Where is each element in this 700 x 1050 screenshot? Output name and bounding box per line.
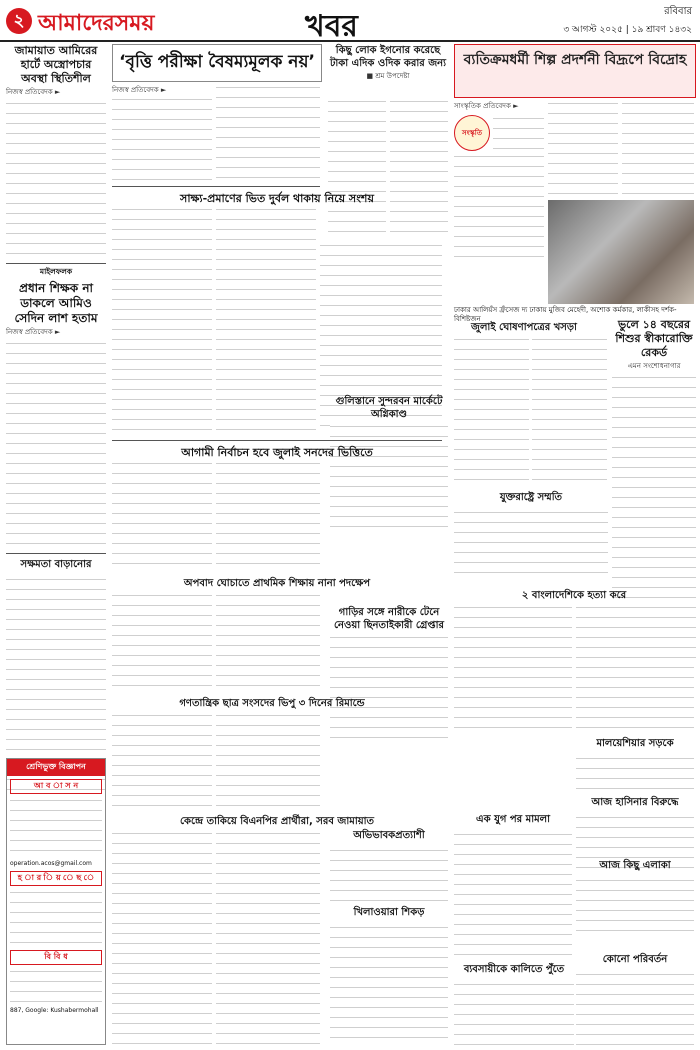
left-column	[6, 44, 106, 791]
headline-malaysia: মালয়েশিয়ার সড়কে	[596, 738, 674, 749]
byline-child-record: এমন সংশোধনাগার	[627, 362, 681, 370]
subhead-maitrey: মাইলফলক	[39, 267, 73, 276]
exhibition-photo	[548, 200, 694, 304]
headline-election: আগামী নির্বাচন হবে জুলাই সনদের ভিত্তিতে	[181, 446, 373, 459]
culture-badge-icon: সংস্কৃতি	[454, 115, 490, 151]
classified-section-housing: আ ব া স ন	[10, 779, 102, 794]
headline-hasina: আজ হাসিনার বিরুদ্ধে	[591, 797, 679, 808]
headline-one-era: এক যুগ পর মামলা	[475, 814, 550, 825]
classified-text-3	[10, 968, 102, 1006]
headline-exchange: সক্ষমতা বাড়ানোর	[20, 559, 92, 570]
body-education	[6, 340, 106, 550]
classified-text-2	[10, 889, 102, 947]
newspaper-logo: আমাদেরসময়	[38, 11, 155, 36]
headline-education: প্রধান শিক্ষক না ডাকলে আমিও সেদিন লাশ হতাম	[14, 281, 98, 325]
headline-player: খিলাওয়ারা শিকড়	[353, 907, 425, 918]
story-primary-education	[112, 576, 442, 593]
byline-education: নিজস্ব প্রতিবেদক ►	[6, 328, 61, 336]
story-car-snatch	[330, 606, 448, 744]
headline-two-bangladeshi: ২ বাংলাদেশিকে হত্যা করে	[521, 590, 627, 601]
art-col1	[454, 100, 544, 265]
headline-car-snatch: গাড়ির সঙ্গে নারীকে টেনে নেওয়া ছিনতাইকারী গ্রেপ্তার	[333, 607, 445, 631]
story-student-union	[112, 696, 432, 713]
headline-july-draft: জুলাই ঘোষণাপত্রের খসড়া	[471, 322, 577, 333]
headline-income-tax: কিছু লোক ইগনোর করেছে টাকা এদিক ওদিক করার জন্য	[329, 45, 447, 69]
headline-scholarship: ‘বৃত্তি পরীক্ষা বৈষম্যমূলক নয়’	[119, 52, 315, 72]
classified-section-lost: হ া র ি য় ে ছ ে	[10, 871, 102, 886]
headline-evidence: সাক্ষ্য-প্রমাণের ভিত দুর্বল থাকায় নিয়ে সংশয়	[180, 192, 374, 205]
classified-section-misc: বি বি ধ	[10, 950, 102, 965]
lead-headline-box	[112, 44, 322, 82]
headline-sundarban: গুলিস্তানে সুন্দরবন মার্কেটে অগ্নিকাণ্ড	[335, 396, 443, 420]
headline-student-union: গণতান্ত্রিক ছাত্র সংসদের ভিপু ৩ দিনের রিমান্ডে	[179, 698, 365, 709]
story-sundarban	[330, 395, 448, 531]
byline-income-tax: ■ শ্রম উপদেষ্টা	[366, 72, 410, 80]
body-jamaat	[6, 100, 106, 260]
section-title: খবর	[305, 9, 358, 44]
headline-center: কেন্দ্রে তাকিয়ে বিএনপির প্রার্থীরা, সরব জামায়াত	[179, 816, 375, 827]
story-income-tax	[328, 44, 448, 82]
exhibition-photo-caption: ঢাকার আলিয়ঁস ফ্রঁসেজ দ্য ঢাকায় মুজিব মেহেদী, অশোক কর্মকার, লাকীসহ দর্শক-বিশিষ্টজন	[454, 306, 677, 323]
byline-scholarship: নিজস্ব প্রতিবেদক ►	[112, 86, 167, 94]
byline-art: সাংস্কৃতিক প্রতিবেদক ►	[454, 102, 519, 110]
classified-email: operation.acos@gmail.com	[10, 860, 92, 867]
byline-jamaat: নিজস্ব প্রতিবেদক ►	[6, 88, 61, 96]
headline-uk-agreement: যুক্তরাষ্ট্রে সম্মতি	[499, 492, 563, 503]
scholarship-col2	[216, 84, 320, 182]
art-headline-box	[454, 44, 696, 98]
headline-area: আজ কিছু এলাকা	[599, 860, 671, 871]
headline-jamaat: জামায়াত আমিরের হার্টে অস্ত্রোপচার অবস্থা স্থিতিশীল	[14, 44, 98, 85]
headline-primary-education: অপবাদ ঘোচাতে প্রাথমিক শিক্ষায় নানা পদক্ষেপ	[183, 578, 371, 589]
headline-business: ব্যবসায়ীকে কালিতে পুঁতে	[463, 964, 565, 975]
scholarship-col1	[112, 84, 212, 184]
classifieds-title: শ্রেণিভুক্ত বিজ্ঞাপন	[7, 759, 105, 776]
headline-guardian: অভিভাবকপ্রত্যাশী	[353, 830, 425, 841]
headline-art: ব্যতিক্রমধর্মী শিল্প প্রদর্শনী বিদ্রূপে বিদ্রোহ	[463, 52, 687, 68]
headline-child-record: ভুলে ১৪ বছরের শিশুর স্বীকারোক্তি রেকর্ড	[615, 318, 693, 359]
classified-footer: 887, Google: Kushabermohall	[10, 1007, 99, 1014]
page-number: ২	[6, 8, 32, 34]
day-label: রবিবার	[664, 6, 692, 17]
headline-change: কোনো পরিবর্তন	[602, 954, 668, 965]
date-label: ৩ আগস্ট ২০২৫ | ১৯ শ্রাবণ ১৪৩২	[563, 25, 692, 35]
classified-text-1	[10, 797, 102, 859]
classifieds-box	[6, 758, 106, 1045]
masthead	[0, 0, 700, 42]
